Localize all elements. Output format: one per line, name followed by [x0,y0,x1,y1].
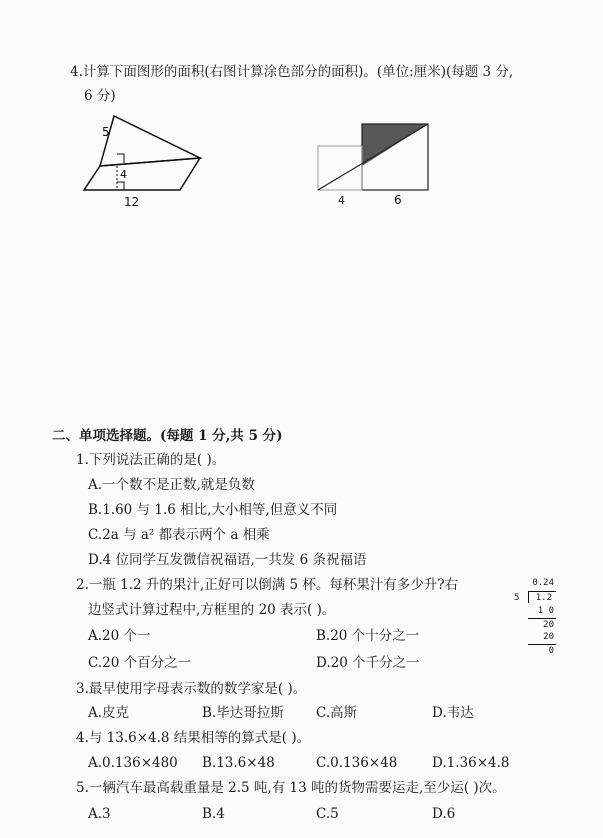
q4-stem-line1: 4.计算下面图形的面积(右图计算涂色部分的面积)。(单位:厘米)(每题 3 分, [70,64,514,80]
q1-option-c: C.2a 与 a² 都表示两个 a 相乘 [88,527,270,543]
q1-option-a: A.一个数不是正数,就是负数 [88,477,255,493]
q5-option-a: A.3 [88,806,111,822]
q3-option-b: B.毕达哥拉斯 [202,705,284,721]
division-rule-2 [528,644,556,645]
figure-shaded-squares [312,118,440,210]
q2-option-d: D.20 个千分之一 [316,655,420,671]
q5-option-b: B.4 [202,806,225,822]
label-four: 4 [120,168,127,181]
q5-stem: 5.一辆汽车最高载重量是 2.5 吨,有 13 吨的货物需要运走,至少运( )次。 [76,780,506,796]
long-division [510,578,560,668]
division-quotient: 0.24 [532,578,554,588]
q5-option-d: D.6 [432,806,456,822]
q5-option-c: C.5 [316,806,339,822]
right-angle-mark-top [117,154,124,163]
q4-choice-stem: 4.与 13.6×4.8 结果相等的算式是( )。 [76,730,311,746]
q2-stem-line1: 2.一瓶 1.2 升的果汁,正好可以倒满 5 杯。每杯果汁有多少升?右 [76,577,459,593]
division-rule-1 [528,618,556,619]
label-twelve: 12 [124,195,140,208]
q2-option-c: C.20 个百分之一 [88,655,192,671]
division-dividend: 1.2 [535,593,552,603]
division-step1: 1 0 [537,606,554,616]
q3-stem: 3.最早使用字母表示数的数学家是( )。 [76,681,307,697]
section2-title: 二、单项选择题。(每题 1 分,共 5 分) [52,428,283,444]
label-large-side: 6 [394,193,402,207]
label-small-side: 4 [338,194,345,207]
right-angle-mark-bottom [117,182,124,190]
q3-option-a: A.皮克 [88,705,130,721]
division-bar [528,591,556,592]
q4-choice-option-b: B.13.6×48 [202,755,275,771]
q4-choice-option-c: C.0.136×48 [316,755,398,771]
q1-option-d: D.4 位同学互发微信祝福语,一共发 6 条祝福语 [88,552,367,568]
q1-option-b: B.1.60 与 1.6 相比,大小相等,但意义不同 [88,502,338,518]
q3-option-d: D.韦达 [432,705,474,721]
q1-stem: 1.下列说法正确的是( )。 [76,452,226,468]
q2-stem-line2: 边竖式计算过程中,方框里的 20 表示( )。 [88,602,336,618]
label-five: 5 [102,125,110,139]
q4-choice-option-a: A.0.136×480 [88,755,178,771]
division-divisor: 5 [514,593,520,603]
division-remainder: 0 [548,646,554,656]
division-step2: 20 [543,620,554,630]
division-step3: 20 [543,632,554,642]
q2-option-b: B.20 个十分之一 [316,628,420,644]
q4-stem-line2: 6 分) [84,88,116,104]
q2-option-a: A.20 个一 [88,628,151,644]
q4-choice-option-d: D.1.36×4.8 [432,755,510,771]
figure-triangle-parallelogram [80,108,210,208]
q3-option-c: C.高斯 [316,705,358,721]
